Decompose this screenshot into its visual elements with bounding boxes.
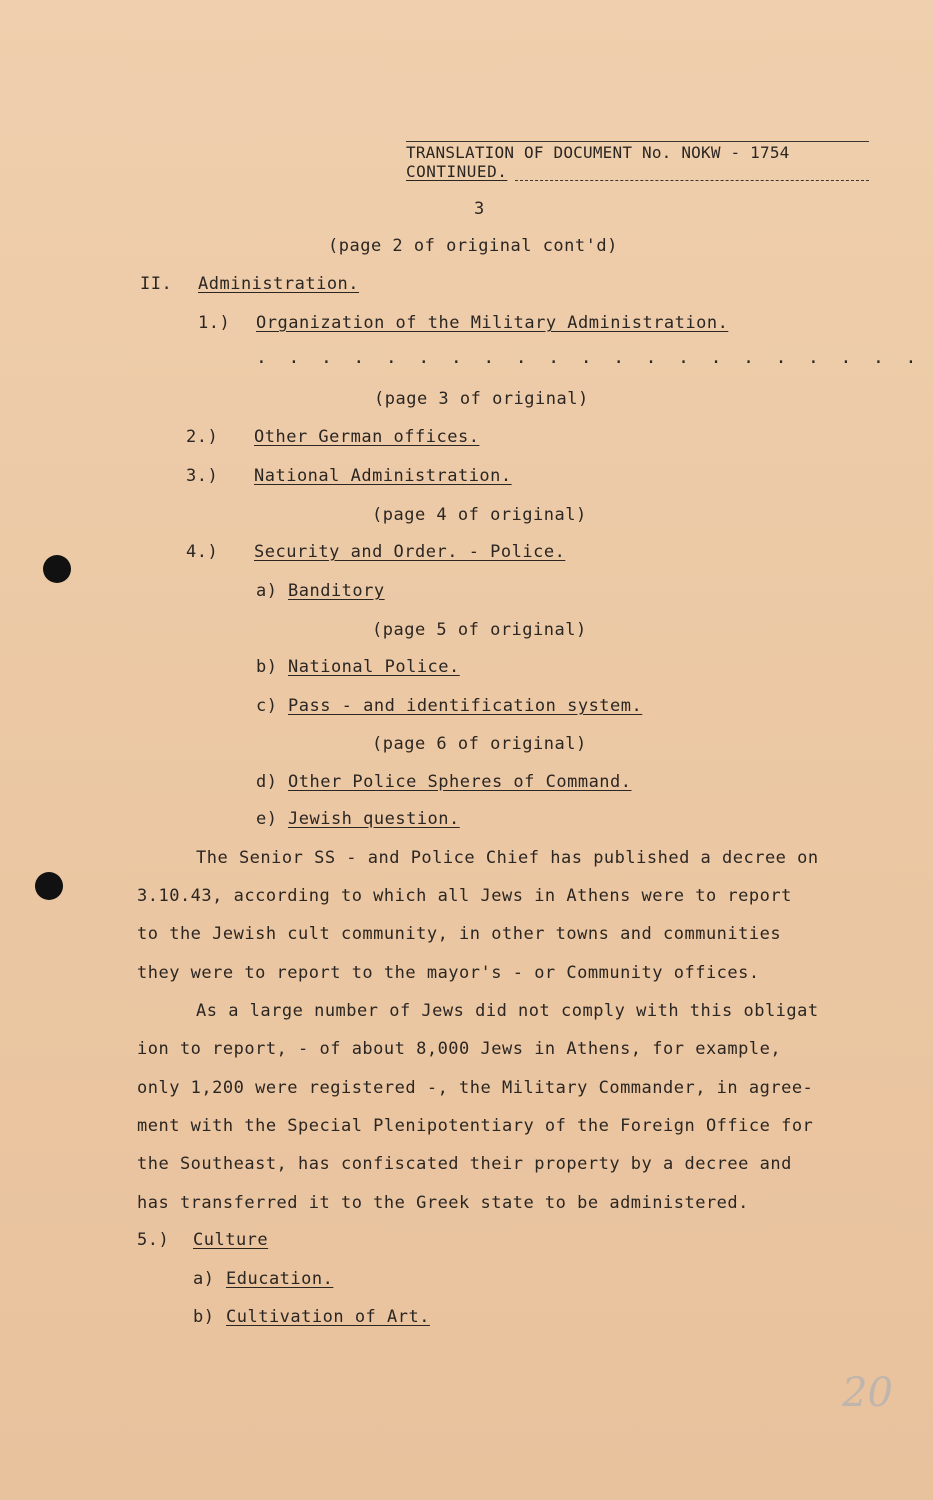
body-p2-line4: ment with the Special Plenipotentiary of the Foreign Office for	[137, 1116, 814, 1136]
item-4-number: 4.)	[186, 542, 219, 562]
page-note-3: (page 3 of original)	[374, 389, 589, 409]
body-p1-line1: The Senior SS - and Police Chief has published a decree on	[196, 848, 819, 868]
item-4-title: Security and Order. - Police.	[254, 542, 566, 562]
body-p2-line6: has transferred it to the Greek state to be administered.	[137, 1193, 749, 1213]
body-p1-line4: they were to report to the mayor's - or Community offices.	[137, 963, 760, 983]
page-note-6: (page 6 of original)	[372, 734, 587, 754]
item-5-number: 5.)	[137, 1230, 170, 1250]
header-title: TRANSLATION OF DOCUMENT No. NOKW - 1754	[406, 143, 790, 162]
item-4d-title: Other Police Spheres of Command.	[288, 772, 632, 792]
item-5b-title: Cultivation of Art.	[226, 1307, 430, 1327]
body-p1-line2: 3.10.43, according to which all Jews in Athens were to report	[137, 886, 792, 906]
page-note-5: (page 5 of original)	[372, 620, 587, 640]
item-3-number: 3.)	[186, 466, 219, 486]
header-dash-line	[515, 180, 869, 181]
page-number: 3	[474, 199, 485, 219]
item-4a-letter: a)	[256, 581, 278, 601]
item-4b-title: National Police.	[288, 657, 460, 677]
item-5-title: Culture	[193, 1230, 269, 1250]
body-p2-line3: only 1,200 were registered -, the Military Commander, in agree-	[137, 1078, 814, 1098]
header-continued: CONTINUED.	[406, 162, 508, 181]
body-p2-line2: ion to report, - of about 8,000 Jews in Athens, for example,	[137, 1039, 782, 1059]
item-4b-letter: b)	[256, 657, 278, 677]
item-4c-title: Pass - and identification system.	[288, 696, 643, 716]
item-4a-title: Banditory	[288, 581, 385, 601]
item-2-number: 2.)	[186, 427, 219, 447]
page-note-4: (page 4 of original)	[372, 505, 587, 525]
item-4d-letter: d)	[256, 772, 278, 792]
omission-dots: . . . . . . . . . . . . . . . . . . . . .	[256, 347, 922, 368]
item-4c-letter: c)	[256, 696, 278, 716]
item-5a-title: Education.	[226, 1269, 334, 1289]
body-p2-line1: As a large number of Jews did not comply with this obligat	[196, 1001, 819, 1021]
section-title: Administration.	[198, 274, 360, 294]
item-1-title: Organization of the Military Administration.	[256, 313, 729, 333]
item-4e-letter: e)	[256, 809, 278, 829]
body-p2-line5: the Southeast, has confiscated their property by a decree and	[137, 1154, 792, 1174]
item-3-title: National Administration.	[254, 466, 512, 486]
item-5b-letter: b)	[193, 1307, 215, 1327]
punch-hole-top	[43, 555, 71, 583]
item-5a-letter: a)	[193, 1269, 215, 1289]
section-number: II.	[140, 274, 173, 294]
page-note-2: (page 2 of original cont'd)	[328, 236, 618, 256]
handwritten-folio-number: 20	[842, 1370, 893, 1416]
item-1-number: 1.)	[198, 313, 231, 333]
punch-hole-bottom	[35, 872, 63, 900]
item-2-title: Other German offices.	[254, 427, 480, 447]
item-4e-title: Jewish question.	[288, 809, 460, 829]
body-p1-line3: to the Jewish cult community, in other towns and communities	[137, 924, 782, 944]
